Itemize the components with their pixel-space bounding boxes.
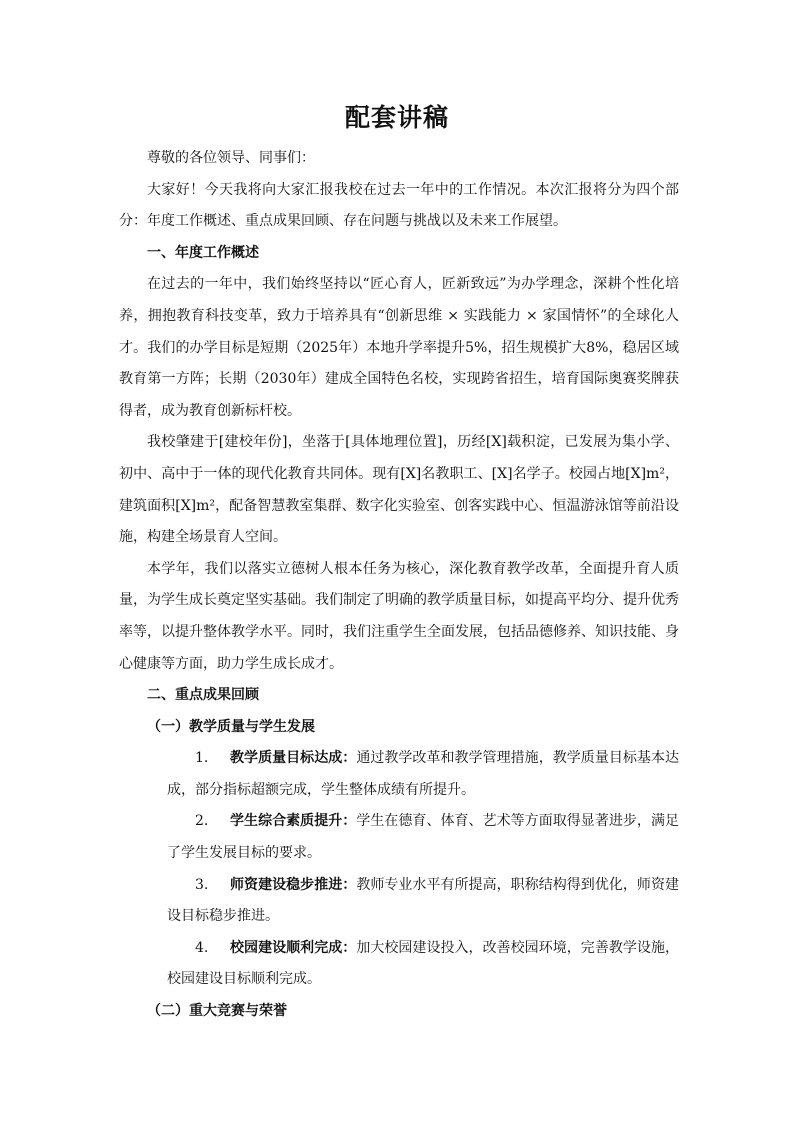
intro-paragraph: 大家好！今天我将向大家汇报我校在过去一年中的工作情况。本次汇报将分为四个部分：年度工作概述、重点成果回顾、存在问题与挑战以及未来工作展望。	[119, 181, 679, 230]
greeting: 尊敬的各位领导、同事们：	[147, 150, 315, 166]
list-item-text: 教师专业水平有所提高，职称结构得到优化，师资建设目标稳步推进。	[167, 876, 679, 925]
list-item-number: 4.	[195, 939, 209, 956]
section-heading-1: 一、年度工作概述	[147, 244, 259, 261]
list-item-label: 校园建设顺利完成：	[230, 939, 357, 956]
document-title: 配套讲稿	[344, 103, 449, 132]
list-item-text: 通过教学改革和教学管理措施，教学质量目标基本达成，部分指标超额完成，学生整体成绩有所提升。	[167, 750, 679, 798]
list-item-label: 师资建设稳步推进：	[230, 876, 357, 893]
list-item	[119, 870, 679, 933]
list-item-number: 1.	[195, 750, 209, 767]
list-item-number: 2.	[195, 813, 209, 830]
list-item-number: 3.	[195, 876, 209, 893]
document-body	[119, 143, 679, 1028]
list-item	[119, 743, 679, 806]
section1-paragraph: 本学年，我们以落实立德树人根本任务为核心，深化教育教学改革，全面提升育人质量，为学生成长奠定坚实基础。我们制定了明确的教学质量目标，如提高平均分、提升优秀率等，以提升整体教学水平。同时，我们注重学生全面发展，包括品德修养、知识技能、身心健康等方面，助力学生成长成才。	[119, 560, 679, 672]
list-item-text: 加大校园建设投入，改善校园环境，完善教学设施，校园建设目标顺利完成。	[167, 939, 679, 988]
list-item-text: 学生在德育、体育、艺术等方面取得显著进步，满足了学生发展目标的要求。	[167, 813, 679, 862]
subsection-heading-2: （二）重大竞赛与荣誉	[147, 1003, 287, 1020]
list-item	[119, 933, 679, 996]
section1-paragraph: 在过去的一年中，我们始终坚持以“匠心育人，匠新致远”为办学理念，深耕个性化培养，拥抱教育科技变革，致力于培养具有“创新思维 × 实践能力 × 家国情怀”的全球化人才。我们的办学目标是短期（2025年）本地升学率提升5%，招生规模扩大8%，稳居区域教育第一方阵；长期（2030年）建成全国特色名校，实现跨省招生，培育国际奥赛奖牌获得者，成为教育创新标杆校。	[119, 276, 679, 419]
section1-paragraph: 我校肇建于[建校年份]，坐落于[具体地理位置]，历经[X]载积淀，已发展为集小学、初中、高中于一体的现代化教育共同体。现有[X]名教职工、[X]名学子。校园占地[X]m²，建筑面积[X]m²，配备智慧教室集群、数字化实验室、创客实践中心、恒温游泳馆等前沿设施，构建全场景育人空间。	[119, 434, 679, 546]
subsection-heading-1: （一）教学质量与学生发展	[147, 718, 315, 735]
list-item-label: 教学质量目标达成：	[230, 750, 357, 767]
section-heading-2: 二、重点成果回顾	[147, 687, 259, 704]
list-item	[119, 806, 679, 869]
list-item-label: 学生综合素质提升：	[230, 813, 357, 830]
